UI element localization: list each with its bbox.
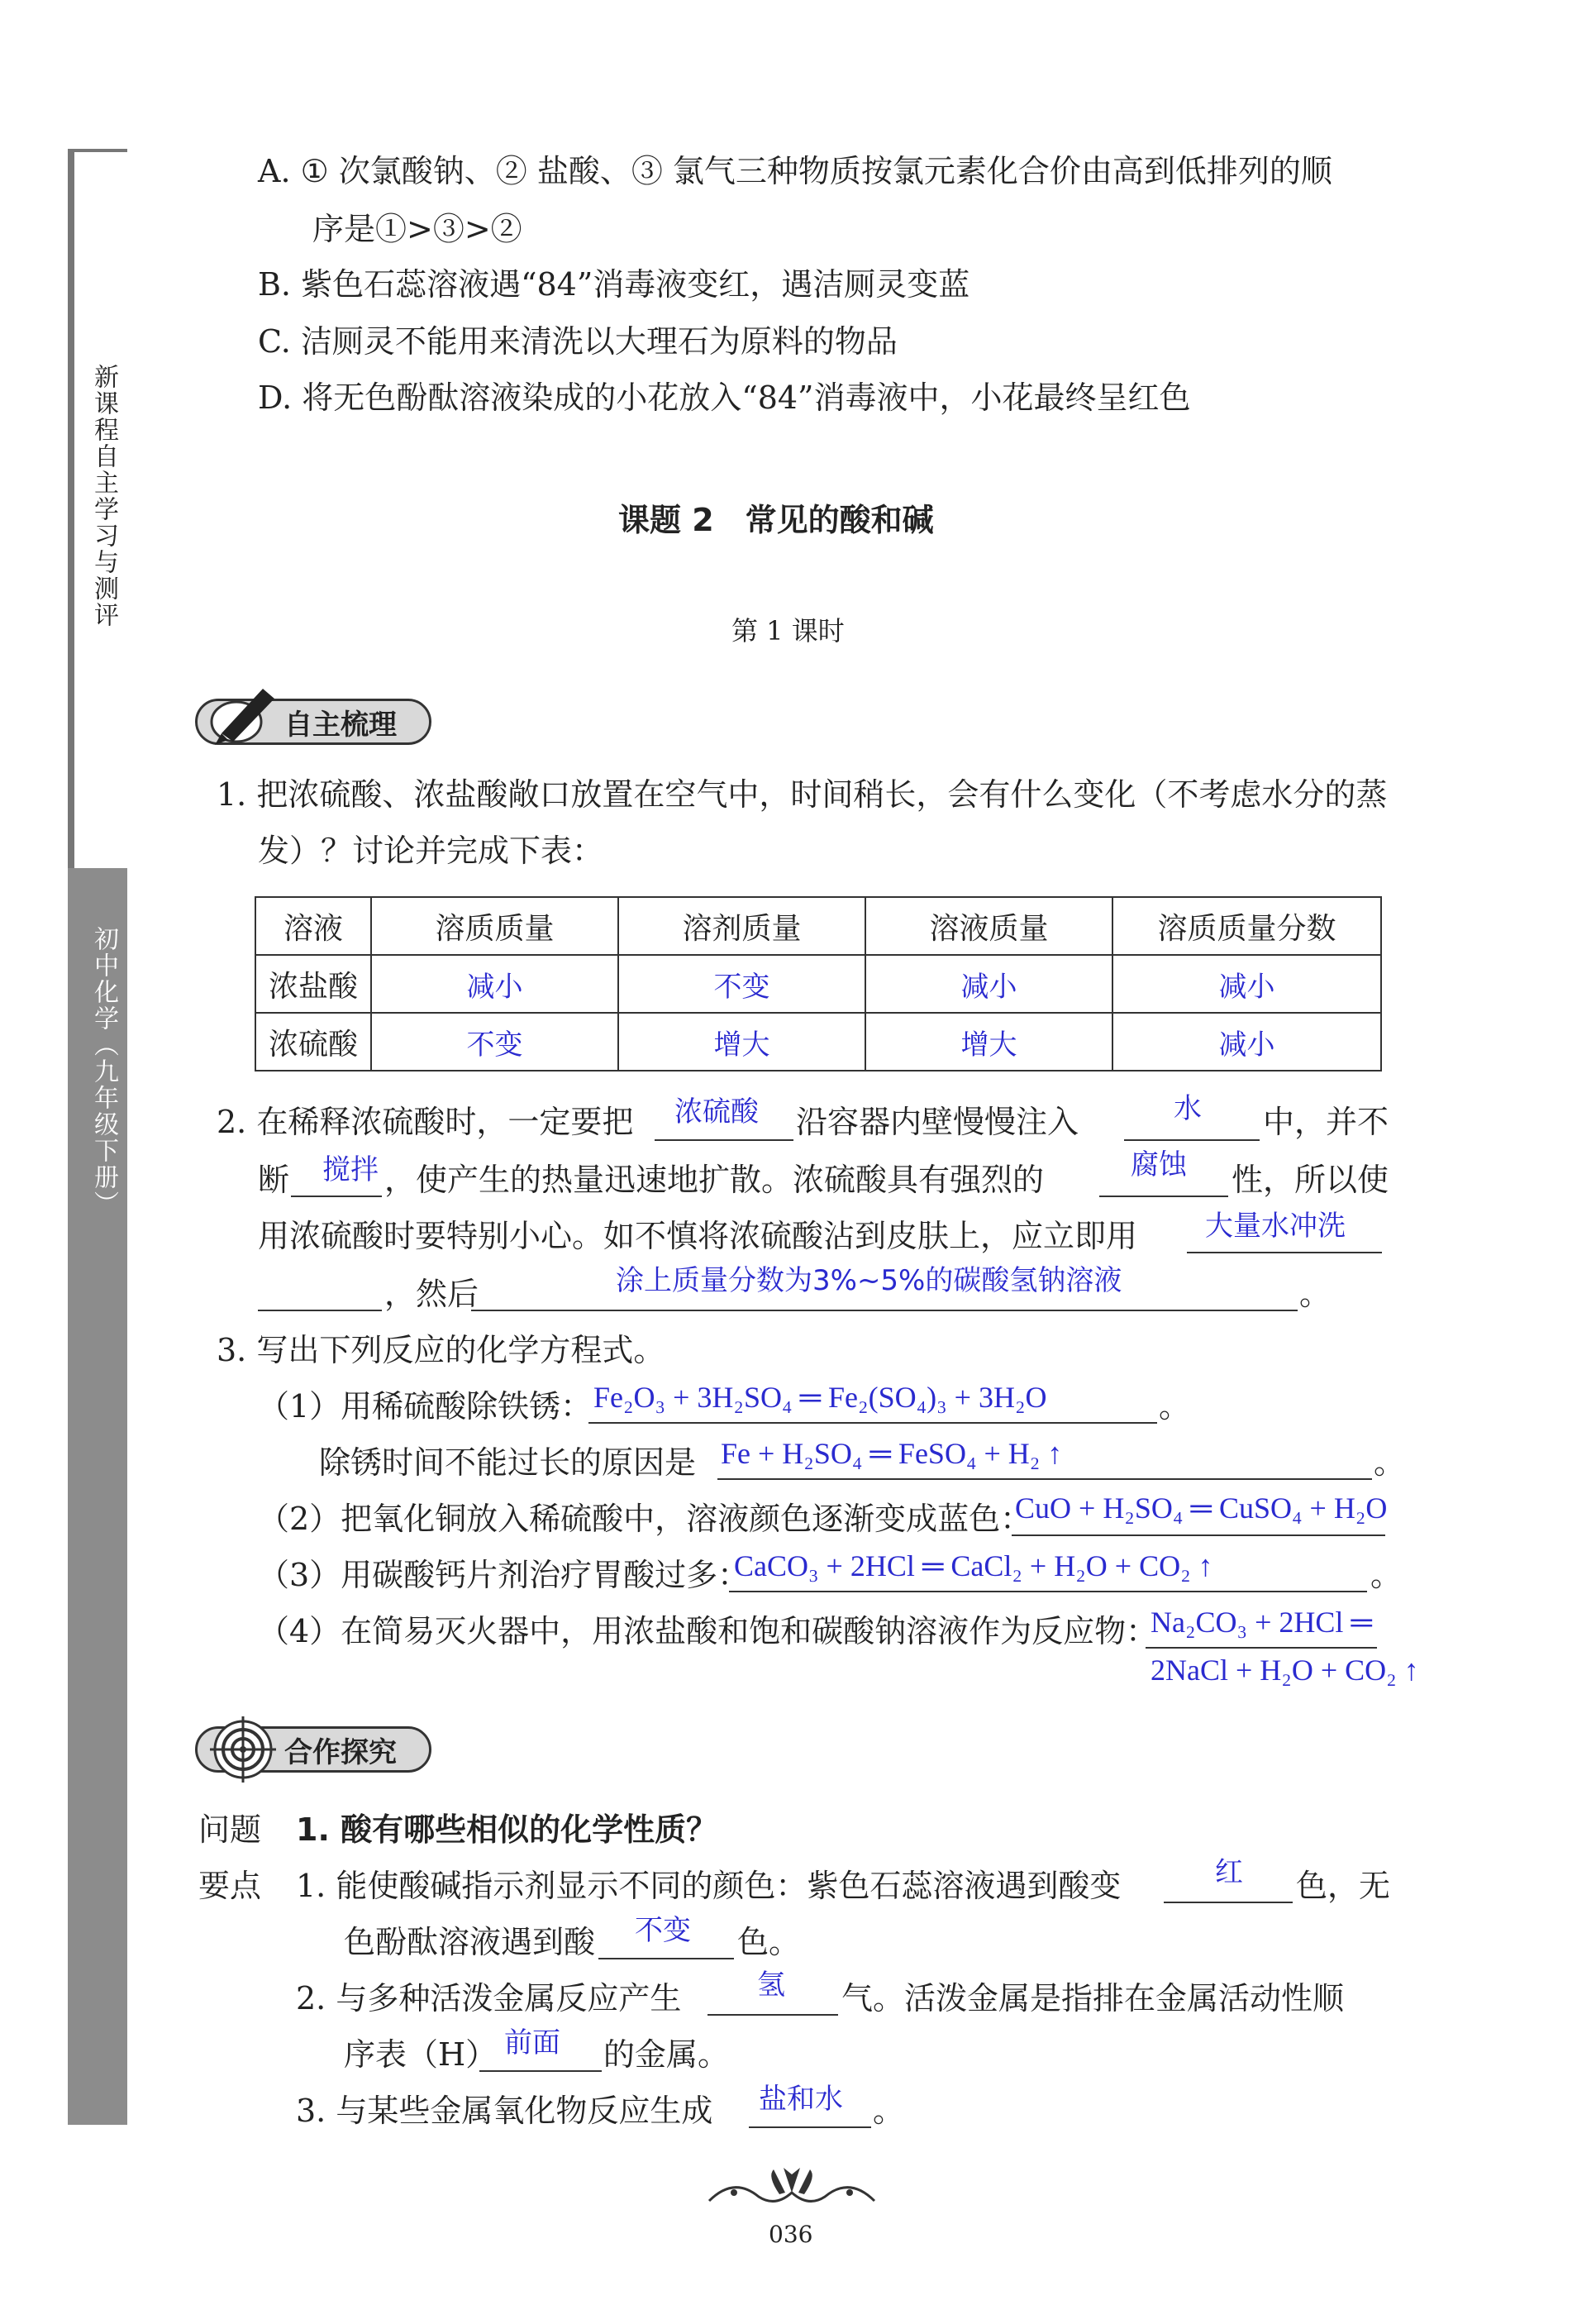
q2-text: ，然后 (384, 1276, 479, 1312)
pen-icon (205, 674, 283, 748)
q2-text: 中，并不 (1263, 1104, 1389, 1140)
table-cell: 不变 (371, 1013, 618, 1071)
point-answer: 氢 (757, 1969, 785, 2002)
q3-period: 。 (1374, 1444, 1406, 1481)
footer-ornament-icon (701, 2160, 883, 2217)
q2-answer: 浓硫酸 (674, 1095, 759, 1129)
point-text: 色，无 (1296, 1868, 1391, 1904)
point-text: 气。活泼金属是指排在金属活动性顺 (841, 1980, 1345, 2016)
q3-answer: CuO + H₂SO₄ ═ CuSO₄ + H₂O (1015, 1491, 1388, 1525)
point-answer: 红 (1215, 1856, 1243, 1889)
table-cell: 减小 (1112, 1013, 1381, 1071)
q3-sub: 除锈时间不能过长的原因是 (319, 1444, 697, 1481)
table-cell: 减小 (865, 955, 1112, 1013)
sidebar-book-title: 初中化学（九年级下册） (89, 926, 118, 1217)
point-text: 2. 与多种活泼金属反应产生 (296, 1980, 682, 2016)
table-header: 溶质质量 (371, 897, 618, 955)
q3-period: 。 (1159, 1388, 1191, 1425)
q2-answer: 腐蚀 (1131, 1148, 1187, 1181)
point-text: 色酚酞溶液遇到酸 (344, 1924, 596, 1960)
sidebar-series-title: 新课程自主学习与测评 (89, 364, 118, 628)
lesson-title: 课题 2 常见的酸和碱 (618, 502, 934, 538)
q2-answer: 涂上质量分数为3%~5%的碳酸氢钠溶液 (616, 1264, 1122, 1297)
q2-answer: 搅拌 (322, 1153, 379, 1186)
table-row (255, 1013, 1381, 1071)
table-cell: 减小 (1112, 955, 1381, 1013)
table-header: 溶液 (255, 897, 371, 955)
points-label: 要点 (198, 1868, 262, 1904)
q2-text: 。 (1299, 1276, 1332, 1312)
q1-line1: 1. 把浓硫酸、浓盐酸敞口放置在空气中，时间稍长，会有什么变化（不考虑水分的蒸 (217, 776, 1388, 813)
problem-text: 1. 酸有哪些相似的化学性质？ (296, 1811, 718, 1848)
q1-line2: 发）？讨论并完成下表： (258, 833, 604, 869)
sidebar-vertical-rule (68, 149, 74, 868)
option-a-line1: A. ① 次氯酸钠、② 盐酸、③ 氯气三种物质按氯元素化合价由高到低排列的顺 (258, 153, 1332, 189)
q3-answer: Fe + H₂SO₄ ═ FeSO₄ + H₂ ↑ (721, 1437, 1063, 1470)
point-text: 的金属。 (603, 2036, 730, 2073)
point-text: 序表（H） (344, 2036, 498, 2073)
point-text: 3. 与某些金属氧化物反应生成 (296, 2093, 713, 2129)
table-header: 溶质质量分数 (1112, 897, 1381, 955)
table-row (255, 955, 1381, 1013)
q3-sub: （1）用稀硫酸除铁锈： (258, 1388, 593, 1425)
problem-label: 问题 (198, 1811, 262, 1848)
q3-sub: （3）用碳酸钙片剂治疗胃酸过多： (258, 1557, 750, 1593)
q2-text: 用浓硫酸时要特别小心。如不慎将浓硫酸沾到皮肤上，应立即用 (258, 1218, 1138, 1254)
table-cell: 浓硫酸 (255, 1013, 371, 1071)
lesson-period: 第 1 课时 (731, 615, 845, 647)
point-text: 。 (873, 2093, 905, 2129)
q3-title: 3. 写出下列反应的化学方程式。 (217, 1332, 665, 1368)
table-cell: 增大 (618, 1013, 865, 1071)
table-cell: 浓盐酸 (255, 955, 371, 1013)
q2-text: 2. 在稀释浓硫酸时，一定要把 (217, 1104, 634, 1140)
table-header: 溶液质量 (865, 897, 1112, 955)
q3-answer: Fe₂O₃ + 3H₂SO₄ ═ Fe₂(SO₄)₃ + 3H₂O (593, 1381, 1047, 1414)
table-cell: 增大 (865, 1013, 1112, 1071)
page-number: 036 (769, 2221, 813, 2248)
table-cell: 减小 (371, 955, 618, 1013)
section-cooperative-label: 合作探究 (284, 1735, 397, 1769)
q2-text: 性，所以使 (1232, 1162, 1389, 1198)
q3-answer: 2NaCl + H₂O + CO₂ ↑ (1151, 1654, 1419, 1687)
table-cell: 不变 (618, 955, 865, 1013)
sidebar-top-rule (68, 149, 127, 152)
q2-text: 沿容器内壁慢慢注入 (796, 1104, 1079, 1140)
option-a-line2: 序是①>③>② (312, 211, 522, 247)
q2-answer: 水 (1174, 1092, 1202, 1125)
q2-text: ，使产生的热量迅速地扩散。浓硫酸具有强烈的 (384, 1162, 1045, 1198)
point-text: 色。 (737, 1924, 801, 1960)
table-header-row (255, 897, 1381, 955)
point-answer: 前面 (504, 2026, 560, 2059)
point-answer: 不变 (635, 1914, 691, 1947)
q3-answer: Na₂CO₃ + 2HCl ═ (1151, 1606, 1372, 1639)
q3-sub: （4）在简易灭火器中，用浓盐酸和饱和碳酸钠溶液作为反应物： (258, 1613, 1158, 1649)
point-text: 1. 能使酸碱指示剂显示不同的颜色：紫色石蕊溶液遇到酸变 (296, 1868, 1122, 1904)
q3-sub: （2）把氧化铜放入稀硫酸中，溶液颜色逐渐变成蓝色： (258, 1501, 1032, 1537)
point-answer: 盐和水 (759, 2083, 843, 2116)
section-self-study-label: 自主梳理 (284, 708, 397, 742)
option-c: C. 洁厕灵不能用来清洗以大理石为原料的物品 (258, 323, 898, 360)
q2-answer: 大量水冲洗 (1205, 1210, 1346, 1243)
q3-answer: CaCO₃ + 2HCl ═ CaCl₂ + H₂O + CO₂ ↑ (734, 1549, 1213, 1582)
target-icon (208, 1708, 283, 1783)
option-b: B. 紫色石蕊溶液遇“84”消毒液变红，遇洁厕灵变蓝 (258, 266, 970, 303)
option-d: D. 将无色酚酞溶液染成的小花放入“84”消毒液中，小花最终呈红色 (258, 379, 1191, 416)
q2-text: 断 (258, 1162, 290, 1198)
q3-period: 。 (1370, 1557, 1403, 1593)
solution-table (255, 896, 1382, 1071)
table-header: 溶剂质量 (618, 897, 865, 955)
